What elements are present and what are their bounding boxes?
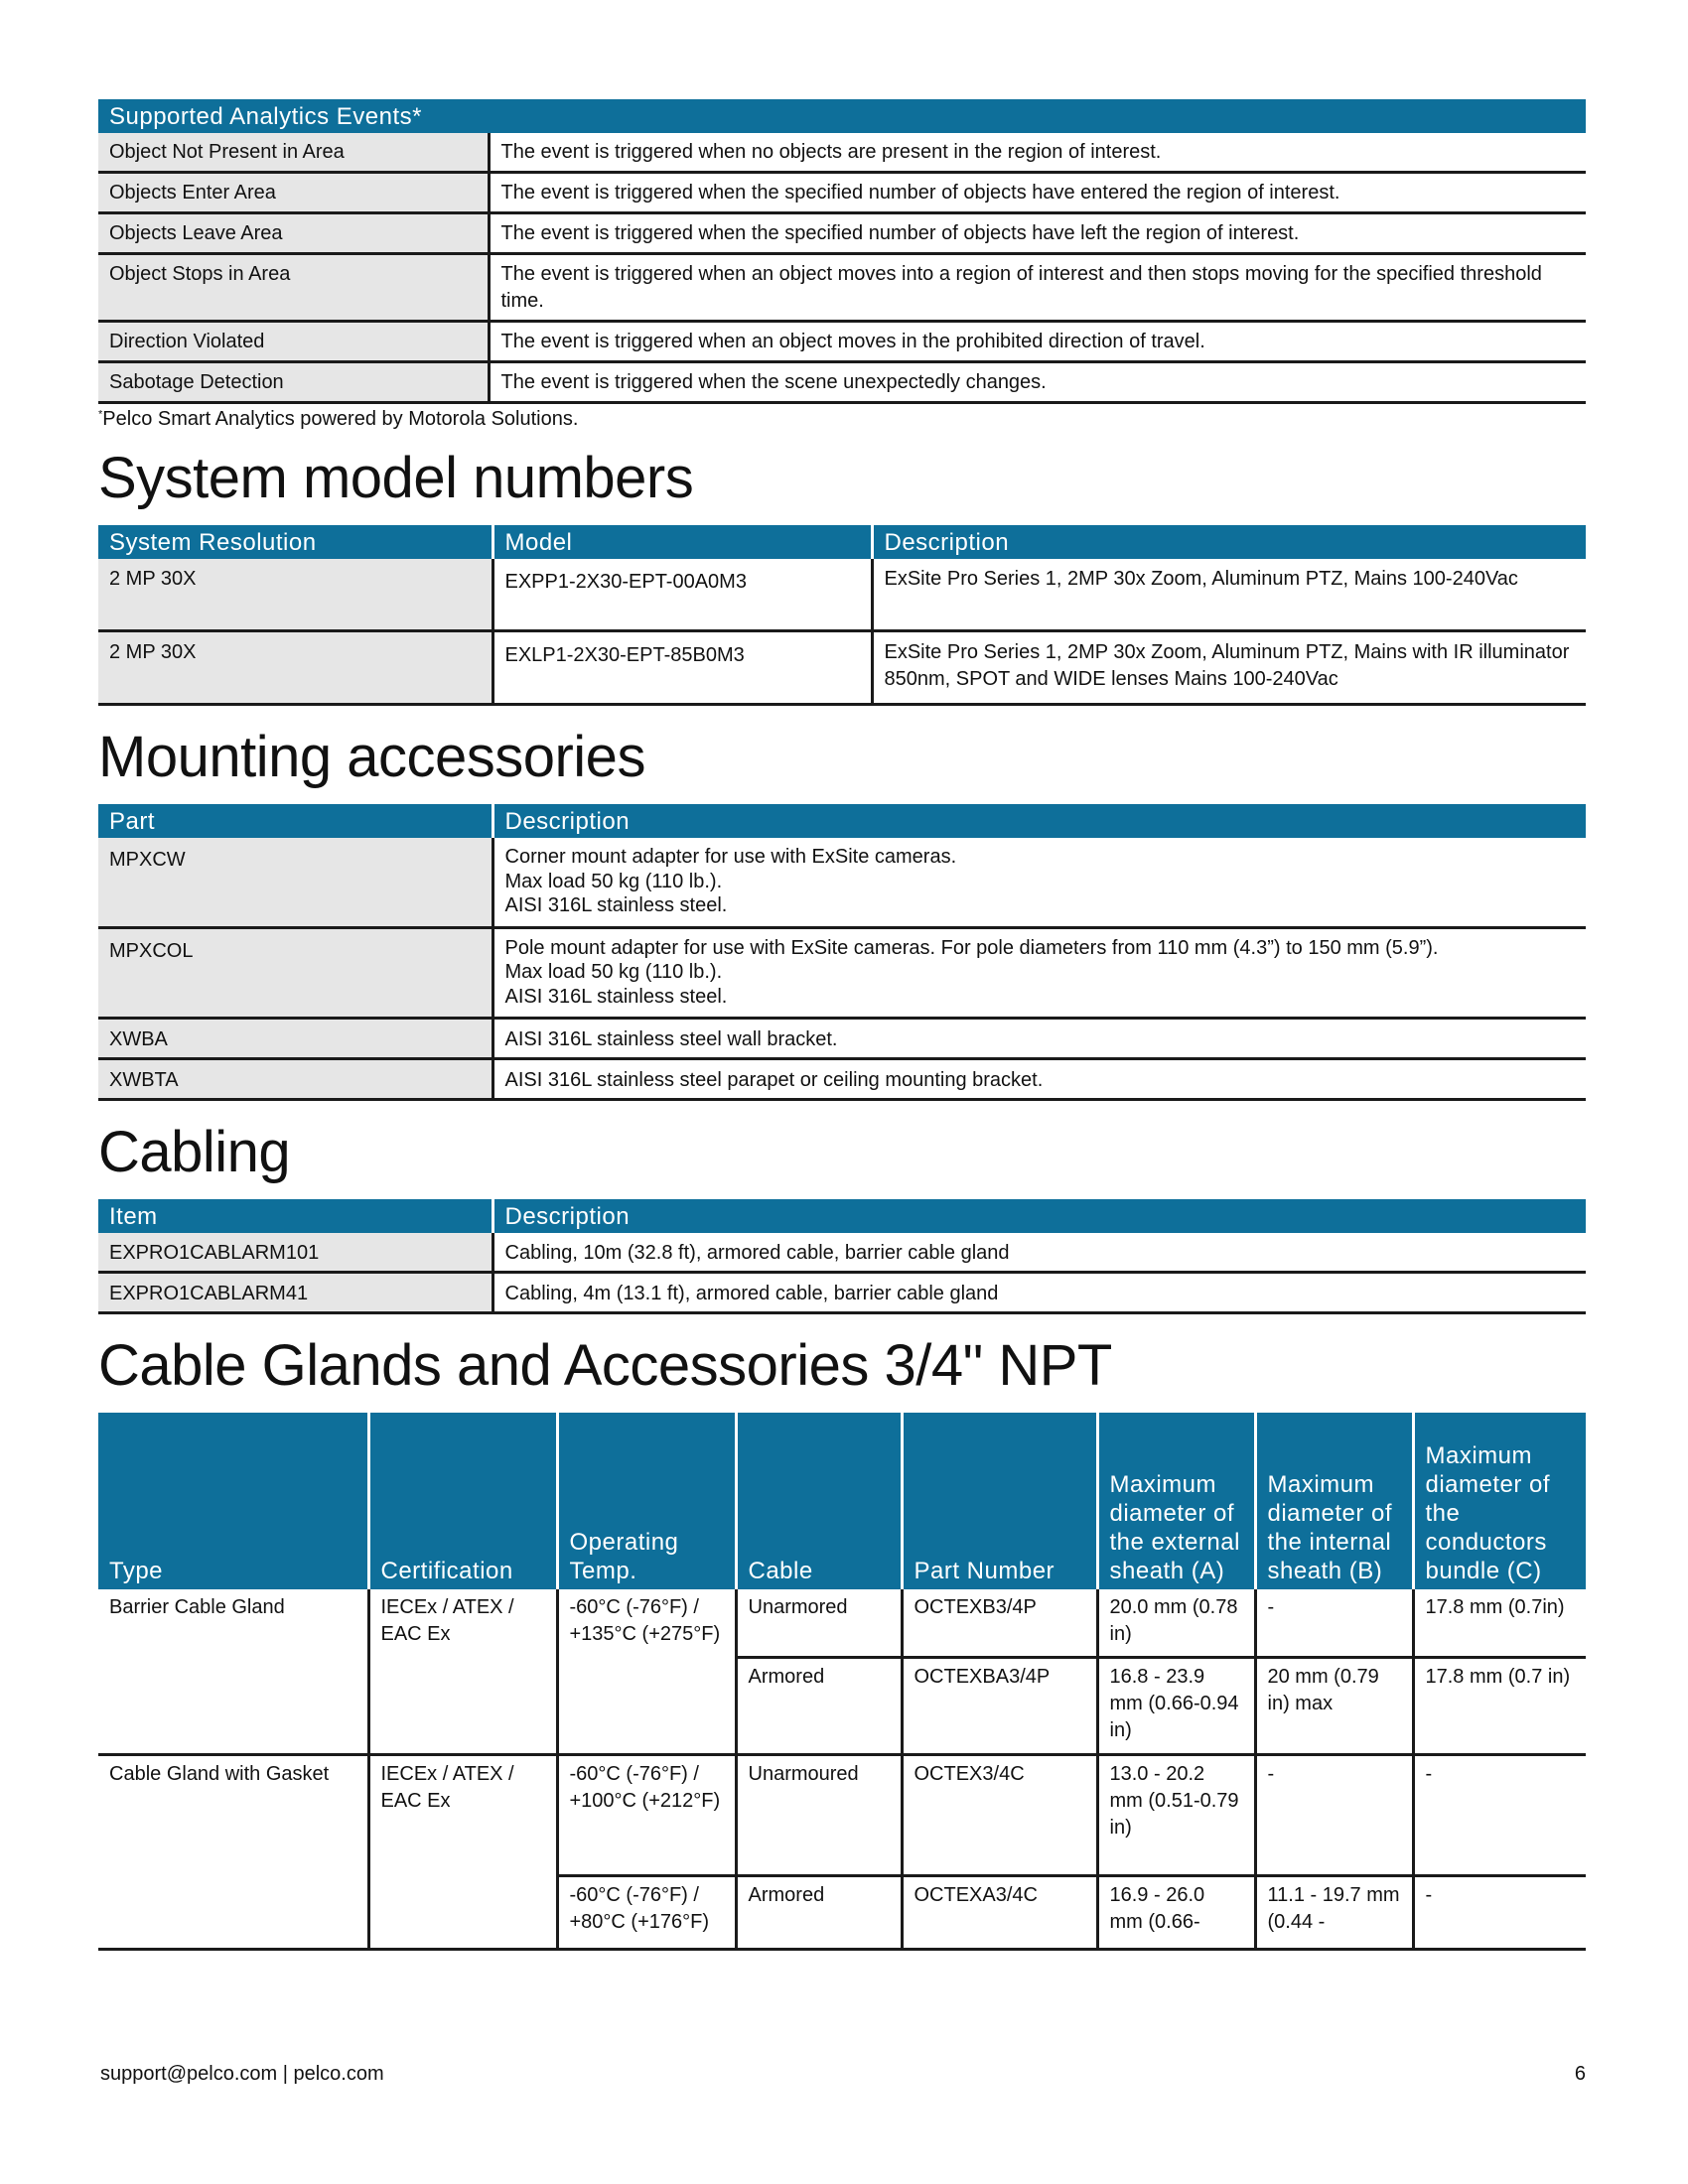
section-heading-glands: Cable Glands and Accessories 3/4" NPT — [98, 1333, 1112, 1398]
table-row — [98, 559, 1586, 631]
column-header: Certification — [368, 1413, 557, 1589]
model-cell: EXLP1-2X30-EPT-85B0M3 — [492, 631, 872, 705]
description-cell: AISI 316L stainless steel wall bracket. — [492, 1019, 1586, 1059]
resolution-cell: 2 MP 30X — [98, 631, 492, 705]
sheath-a-cell: 13.0 - 20.2 mm (0.51-0.79 in) — [1097, 1755, 1255, 1876]
page-number: 6 — [1574, 2063, 1586, 2085]
cable-cell: Armored — [736, 1876, 902, 1950]
part-cell: MPXCW — [98, 838, 492, 927]
temperature-cell: -60°C (-76°F) / +80°C (+176°F) — [557, 1876, 736, 1950]
table-row — [98, 927, 1586, 1019]
analytics-footnote — [98, 408, 1586, 431]
column-header: Model — [492, 525, 872, 559]
cable-cell: Armored — [736, 1658, 902, 1755]
part-number-cell: OCTEXA3/4C — [902, 1876, 1097, 1950]
table-row — [98, 1273, 1586, 1313]
table-row — [98, 362, 1586, 403]
sheath-b-cell: 20 mm (0.79 in) max — [1255, 1658, 1413, 1755]
event-description: The event is triggered when an object moves into a region of interest and then stops moving for the specified threshold time. — [489, 254, 1586, 322]
type-cell: Barrier Cable Gland — [98, 1589, 368, 1755]
description-cell — [492, 838, 1586, 927]
description-line: Corner mount adapter for use with ExSite cameras. — [504, 846, 957, 868]
event-name: Direction Violated — [98, 322, 489, 362]
event-name: Object Stops in Area — [98, 254, 489, 322]
description-cell: AISI 316L stainless steel parapet or ceiling mounting bracket. — [492, 1059, 1586, 1100]
table-row — [98, 838, 1586, 927]
description-line: Max load 50 kg (110 lb.). — [504, 870, 723, 892]
resolution-cell: 2 MP 30X — [98, 559, 492, 631]
column-header: Maximum diameter of the internal sheath (B) — [1255, 1413, 1413, 1589]
part-number-cell: OCTEXB3/4P — [902, 1589, 1097, 1658]
table-row — [98, 1755, 1586, 1876]
table-row — [98, 1059, 1586, 1100]
sheath-a-cell: 20.0 mm (0.78 in) — [1097, 1589, 1255, 1658]
description-line: AISI 316L stainless steel. — [504, 894, 728, 916]
part-cell: XWBA — [98, 1019, 492, 1059]
footer-contact: support@pelco.com | pelco.com — [100, 2063, 384, 2085]
column-header: Item — [98, 1199, 492, 1233]
event-description: The event is triggered when an object moves in the prohibited direction of travel. — [489, 322, 1586, 362]
cable-cell: Unarmoured — [736, 1755, 902, 1876]
column-header: Part Number — [902, 1413, 1097, 1589]
item-cell: EXPRO1CABLARM41 — [98, 1273, 492, 1313]
description-line: Pole mount adapter for use with ExSite cameras. For pole diameters from 110 mm (4.3”) to 150 mm (5.9”). — [504, 936, 1439, 959]
section-heading-system-models: System model numbers — [98, 446, 694, 510]
column-header: System Resolution — [98, 525, 492, 559]
bundle-c-cell: 17.8 mm (0.7in) — [1413, 1589, 1586, 1658]
description-cell: Cabling, 4m (13.1 ft), armored cable, barrier cable gland — [492, 1273, 1586, 1313]
column-header: Maximum diameter of the conductors bundle (C) — [1413, 1413, 1586, 1589]
part-cell: MPXCOL — [98, 927, 492, 1019]
temperature-cell: -60°C (-76°F) / +100°C (+212°F) — [557, 1755, 736, 1876]
event-description: The event is triggered when the specified number of objects have entered the region of interest. — [489, 173, 1586, 213]
event-description: The event is triggered when the specified number of objects have left the region of interest. — [489, 213, 1586, 254]
table-row — [98, 1589, 1586, 1658]
event-name: Object Not Present in Area — [98, 133, 489, 173]
column-header: Operating Temp. — [557, 1413, 736, 1589]
table-row — [98, 631, 1586, 705]
certification-cell: IECEx / ATEX / EAC Ex — [368, 1755, 557, 1950]
sheath-b-cell: - — [1255, 1755, 1413, 1876]
event-description: The event is triggered when the scene unexpectedly changes. — [489, 362, 1586, 403]
table-row — [98, 213, 1586, 254]
temperature-cell: -60°C (-76°F) / +135°C (+275°F) — [557, 1589, 736, 1755]
bundle-c-cell: - — [1413, 1755, 1586, 1876]
bundle-c-cell: 17.8 mm (0.7 in) — [1413, 1658, 1586, 1755]
table-row — [98, 173, 1586, 213]
table-row — [98, 1233, 1586, 1273]
item-cell: EXPRO1CABLARM101 — [98, 1233, 492, 1273]
bundle-c-cell: - — [1413, 1876, 1586, 1950]
section-heading-mounting: Mounting accessories — [98, 725, 645, 789]
certification-cell: IECEx / ATEX / EAC Ex — [368, 1589, 557, 1755]
description-cell: ExSite Pro Series 1, 2MP 30x Zoom, Aluminum PTZ, Mains 100-240Vac — [872, 559, 1586, 631]
column-header: Description — [492, 1199, 1586, 1233]
column-header: Maximum diameter of the external sheath (A) — [1097, 1413, 1255, 1589]
analytics-events-table — [98, 99, 1586, 404]
column-header: Description — [872, 525, 1586, 559]
event-name: Sabotage Detection — [98, 362, 489, 403]
column-header: Description — [492, 804, 1586, 838]
column-header: Type — [98, 1413, 368, 1589]
event-description: The event is triggered when no objects are present in the region of interest. — [489, 133, 1586, 173]
description-cell: ExSite Pro Series 1, 2MP 30x Zoom, Aluminum PTZ, Mains with IR illuminator 850nm, SPOT and WIDE lenses Mains 100-240Vac — [872, 631, 1586, 705]
table-row — [98, 1019, 1586, 1059]
cabling-table — [98, 1199, 1586, 1314]
sheath-a-cell: 16.8 - 23.9 mm (0.66-0.94 in) — [1097, 1658, 1255, 1755]
footnote-mark: * — [98, 408, 103, 421]
part-cell: XWBTA — [98, 1059, 492, 1100]
datasheet-page — [98, 99, 1586, 1951]
table-row — [98, 254, 1586, 322]
description-line: Max load 50 kg (110 lb.). — [504, 961, 723, 983]
sheath-a-cell: 16.9 - 26.0 mm (0.66- — [1097, 1876, 1255, 1950]
cable-cell: Unarmored — [736, 1589, 902, 1658]
sheath-b-cell: 11.1 - 19.7 mm (0.44 - — [1255, 1876, 1413, 1950]
description-line: AISI 316L stainless steel. — [504, 985, 728, 1008]
sheath-b-cell: - — [1255, 1589, 1413, 1658]
page-footer — [100, 2063, 1586, 2086]
table-row — [98, 322, 1586, 362]
description-cell: Cabling, 10m (32.8 ft), armored cable, barrier cable gland — [492, 1233, 1586, 1273]
table-row — [98, 133, 1586, 173]
part-number-cell: OCTEXBA3/4P — [902, 1658, 1097, 1755]
event-name: Objects Leave Area — [98, 213, 489, 254]
section-heading-cabling: Cabling — [98, 1120, 291, 1184]
description-cell — [492, 927, 1586, 1019]
column-header: Part — [98, 804, 492, 838]
part-number-cell: OCTEX3/4C — [902, 1755, 1097, 1876]
system-models-table — [98, 525, 1586, 706]
type-cell: Cable Gland with Gasket — [98, 1755, 368, 1950]
analytics-events-header: Supported Analytics Events* — [98, 99, 1586, 133]
cable-glands-table — [98, 1413, 1586, 1951]
footnote-text: Pelco Smart Analytics powered by Motorola Solutions. — [102, 408, 579, 430]
mounting-table — [98, 804, 1586, 1101]
column-header: Cable — [736, 1413, 902, 1589]
event-name: Objects Enter Area — [98, 173, 489, 213]
model-cell: EXPP1-2X30-EPT-00A0M3 — [492, 559, 872, 631]
